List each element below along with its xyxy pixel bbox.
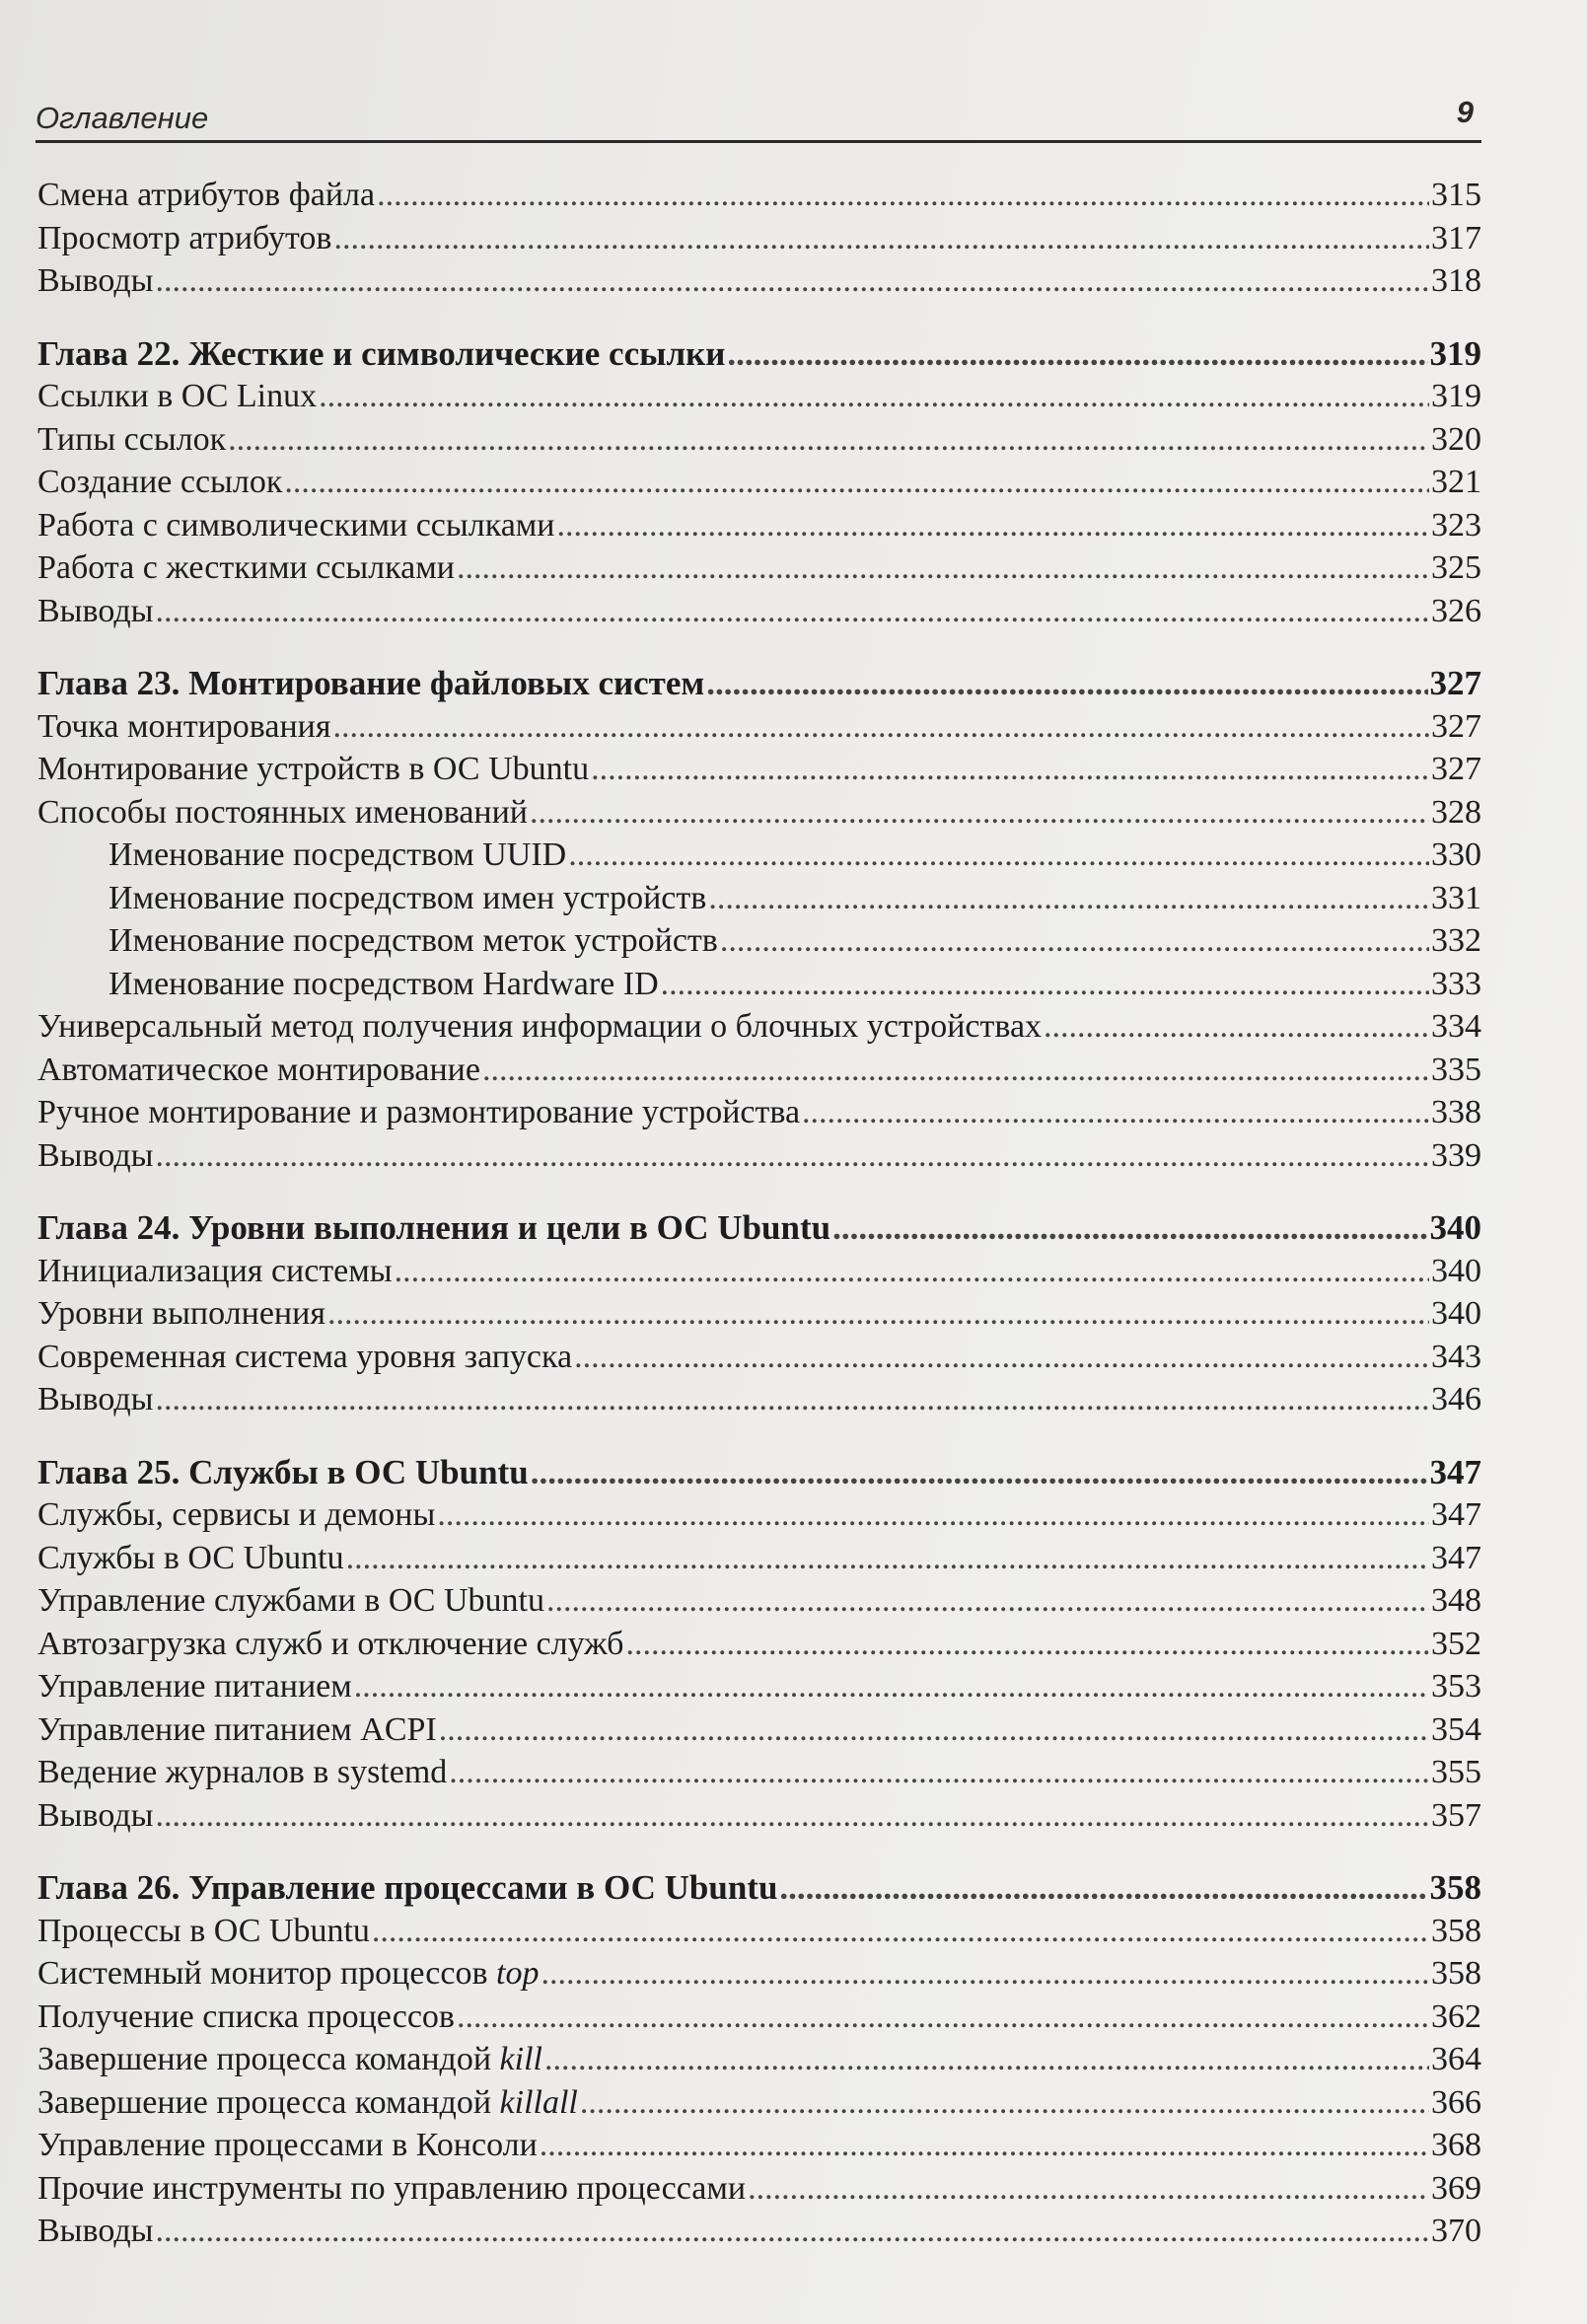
toc-entry-text: Службы, сервисы и демоны: [37, 1496, 436, 1533]
leader-dots: [372, 1910, 1429, 1953]
toc-entry: [37, 1378, 1481, 1421]
leader-dots: [546, 1579, 1429, 1623]
toc-entry-text: Работа с жесткими ссылками: [37, 549, 455, 586]
toc-entry: [37, 2124, 1481, 2167]
leader-dots: [708, 877, 1429, 920]
toc-entry-title: Смена атрибутов файла: [37, 177, 376, 213]
toc-entry: [37, 1250, 1481, 1293]
toc-subentry: [37, 834, 1481, 877]
toc-entry-text: Управление процессами в Консоли: [37, 2127, 538, 2163]
toc-entry: [37, 705, 1481, 749]
leader-dots: [574, 1336, 1429, 1379]
leader-dots: [530, 791, 1429, 835]
chapter-page: 340: [1429, 1208, 1481, 1247]
leader-dots: [580, 2081, 1429, 2125]
toc-entry-title: [37, 1091, 800, 1134]
toc-entry-page: 343: [1431, 1338, 1481, 1375]
toc-entry-text: Управление питанием ACPI: [37, 1710, 437, 1748]
toc-entry-title: Выводы: [37, 262, 154, 299]
toc-entry: [37, 1579, 1481, 1623]
toc-entry-page: 318: [1431, 262, 1481, 299]
page-number: 9: [1456, 95, 1474, 129]
toc-entry-title: Просмотр атрибутов: [37, 219, 332, 256]
toc-entry-page: 369: [1431, 2169, 1481, 2207]
toc-entry: [37, 1665, 1481, 1708]
toc-entry-page: 362: [1431, 1997, 1481, 2035]
toc-entry-title: [37, 1623, 624, 1666]
toc-entry: [37, 1751, 1481, 1794]
leader-dots: [156, 259, 1429, 303]
toc-entry-title: [37, 1665, 352, 1708]
toc-entry: [37, 1708, 1481, 1752]
leader-dots: [540, 2124, 1429, 2167]
toc-entry: [37, 1134, 1481, 1178]
chapter-page: 358: [1429, 1868, 1481, 1907]
leader-dots: [377, 174, 1429, 217]
toc-entry-page: 317: [1431, 219, 1481, 256]
leader-dots: [626, 1623, 1430, 1666]
leader-dots: [779, 1866, 1427, 1910]
toc-entry-page: 368: [1431, 2127, 1481, 2163]
command-name: killall: [499, 2083, 578, 2121]
toc-entry-title: [37, 1292, 325, 1336]
toc-entry-page: 327: [1431, 707, 1481, 745]
leader-dots: [568, 834, 1429, 877]
toc-entry-title: [37, 2038, 542, 2081]
leader-dots: [333, 217, 1429, 260]
chapter-heading: [37, 1451, 1481, 1494]
toc-entry-text: Универсальный метод получения информации о блочных устройствах: [37, 1008, 1043, 1045]
chapter-title: Глава 26. Управление процессами в ОС Ubuntu: [37, 1868, 778, 1907]
leader-dots: [333, 705, 1429, 749]
leader-dots: [156, 2210, 1429, 2253]
toc-entry-title: [37, 1336, 572, 1379]
toc-entry-text: Автоматическое монтирование: [37, 1051, 480, 1088]
toc-entry-text: Точка монтирования: [37, 707, 331, 745]
toc-entry: [37, 1005, 1481, 1049]
toc-entry-title: [37, 504, 555, 547]
toc-entry-page: 347: [1431, 1539, 1481, 1576]
leader-dots: [437, 1493, 1429, 1537]
toc-entry-page: 355: [1431, 1754, 1481, 1790]
toc-entry-page: 315: [1431, 177, 1481, 213]
running-head: Оглавление: [36, 101, 209, 135]
toc-entry: [37, 2038, 1481, 2081]
leader-dots: [327, 1292, 1429, 1336]
chapter-section: [37, 662, 1481, 1177]
leader-dots: [228, 418, 1429, 462]
toc-entry-title: [37, 375, 317, 418]
toc-entry-title: [37, 1049, 480, 1092]
toc-entry-page: 330: [1431, 836, 1481, 873]
toc-entry: [37, 546, 1481, 590]
toc-entry-text: Завершение процесса командой: [37, 2041, 500, 2077]
toc-entry-page: 332: [1431, 922, 1481, 959]
toc-entry: [37, 461, 1481, 504]
toc-entry-page: 321: [1431, 464, 1481, 500]
toc-entry: [37, 1537, 1481, 1580]
toc-entry-title: [37, 1996, 455, 2039]
toc-entry-title: [37, 834, 566, 877]
toc-entry-page: 327: [1431, 751, 1481, 787]
toc-entry-text: Работа с символическими ссылками: [37, 506, 555, 544]
chapter-title: Глава 25. Службы в ОС Ubuntu: [37, 1452, 529, 1491]
leader-dots: [706, 662, 1427, 705]
toc-entry-page: 358: [1431, 1955, 1481, 1992]
toc-entry-text: Выводы: [37, 592, 154, 629]
toc-entry: [37, 1336, 1481, 1379]
toc-entry-text: Управление питанием: [37, 1668, 352, 1705]
toc-entry-title: [37, 590, 154, 633]
toc-entry-page: 339: [1431, 1136, 1481, 1174]
toc-entry-page: 333: [1431, 965, 1481, 1002]
leader-dots: [557, 504, 1430, 547]
toc-entry-text: Системный монитор процессов: [37, 1955, 497, 1992]
toc-entry-page: 352: [1431, 1625, 1481, 1662]
toc-entry-text: Ссылки в ОС Linux: [37, 378, 318, 414]
toc-entry-text: Монтирование устройств в ОС Ubuntu: [37, 751, 590, 787]
toc-entry-page: 326: [1431, 592, 1481, 629]
toc-entry-page: 358: [1431, 1912, 1481, 1949]
toc-entry-page: 328: [1431, 793, 1481, 831]
toc-entry-text: Ведение журналов в systemd: [37, 1754, 448, 1790]
command-name: kill: [499, 2041, 542, 2077]
toc-entry-title: [37, 1250, 393, 1293]
toc-entry-text: Выводы: [37, 1136, 154, 1174]
toc-entry-text: Ручное монтирование и размонтирование устройства: [37, 1094, 801, 1130]
toc-entry-page: 323: [1431, 506, 1481, 544]
toc-entry-page: 354: [1431, 1710, 1481, 1748]
toc-entry-text: Выводы: [37, 1796, 154, 1834]
toc-entry-page: 353: [1431, 1668, 1481, 1705]
toc-entry: [37, 1049, 1481, 1092]
toc-subentry: [37, 877, 1481, 920]
leader-dots: [395, 1250, 1429, 1293]
toc-entry-text: Типы ссылок: [37, 420, 227, 458]
chapter-heading: [37, 1206, 1481, 1250]
leader-dots: [1044, 1005, 1429, 1049]
toc-entry: [37, 2167, 1481, 2211]
toc-entry-text: Выводы: [37, 1381, 154, 1417]
toc-entry-title: [37, 1708, 437, 1752]
leader-dots: [354, 1665, 1429, 1708]
toc-entry-page: 340: [1431, 1252, 1481, 1289]
leader-dots: [727, 332, 1427, 376]
leader-dots: [457, 1996, 1429, 2039]
toc-entry: [37, 1292, 1481, 1336]
toc-entry-title: [37, 963, 659, 1006]
page-header: [36, 91, 1481, 143]
leader-dots: [319, 375, 1429, 418]
leader-dots: [156, 1134, 1429, 1178]
chapter-page: 347: [1429, 1452, 1481, 1491]
toc-entry: [37, 1493, 1481, 1537]
chapter-title: Глава 23. Монтирование файловых систем: [37, 664, 705, 702]
toc-entry-page: 325: [1431, 549, 1481, 586]
command-name: top: [496, 1955, 540, 1992]
toc-entry-title: [37, 2081, 578, 2125]
leader-dots: [482, 1049, 1429, 1092]
toc-entry-text: Получение списка процессов: [37, 1997, 455, 2035]
table-of-contents: [37, 174, 1481, 2283]
toc-entry-page: 334: [1431, 1008, 1481, 1045]
leader-dots: [346, 1537, 1429, 1580]
toc-entry-page: 331: [1431, 879, 1481, 916]
leader-dots: [156, 590, 1429, 633]
toc-entry-title: [37, 1134, 154, 1178]
toc-entry-title: [37, 791, 528, 835]
toc-entry-text: Прочие инструменты по управлению процессами: [37, 2169, 747, 2207]
toc-entry-page: 347: [1431, 1496, 1481, 1533]
toc-entry-title: [37, 2210, 154, 2253]
toc-entry-page: 348: [1431, 1582, 1481, 1619]
chapter-title: Глава 24. Уровни выполнения и цели в ОС Ubuntu: [37, 1208, 831, 1247]
toc-entry-text: Способы постоянных именований: [37, 793, 529, 831]
leader-dots: [531, 1451, 1428, 1494]
toc-entry-title: [37, 1952, 540, 1996]
toc-entry-text: Именование посредством меток устройств: [108, 922, 718, 959]
leader-dots: [802, 1091, 1429, 1134]
leader-dots: [284, 461, 1429, 504]
leader-dots: [439, 1708, 1429, 1752]
toc-entry-page: 319: [1431, 378, 1481, 414]
toc-entry-page: 320: [1431, 420, 1481, 458]
leader-dots: [591, 748, 1429, 791]
toc-entry-title: [37, 1005, 1042, 1049]
toc-entry: [37, 2210, 1481, 2253]
toc-entry-title: [37, 705, 331, 749]
toc-entry: [37, 1996, 1481, 2039]
toc-entry-title: [37, 1579, 544, 1623]
toc-entry: [37, 1623, 1481, 1666]
chapter-section: [37, 1206, 1481, 1421]
toc-entry-page: 340: [1431, 1295, 1481, 1332]
chapter-section: [37, 1866, 1481, 2253]
toc-entry-text: Выводы: [37, 2213, 154, 2249]
chapter-page: 327: [1429, 664, 1481, 702]
leader-dots: [457, 546, 1429, 590]
toc-entry-page: 335: [1431, 1051, 1481, 1088]
continuation-section: [37, 174, 1481, 303]
toc-entry-title: [37, 546, 455, 590]
toc-entry-text: Создание ссылок: [37, 464, 283, 500]
chapter-section: [37, 1451, 1481, 1838]
toc-entry-text: Завершение процесса командой: [37, 2083, 500, 2121]
chapter-heading: [37, 662, 1481, 705]
toc-entry-page: 346: [1431, 1381, 1481, 1417]
toc-entry: [37, 1910, 1481, 1953]
leader-dots: [449, 1751, 1429, 1794]
toc-entry-title: [37, 919, 718, 963]
toc-entry: [37, 1952, 1481, 1996]
toc-entry-text: Современная система уровня запуска: [37, 1338, 573, 1375]
leader-dots: [541, 1952, 1430, 1996]
leader-dots: [832, 1206, 1427, 1250]
toc-entry-title: [37, 1910, 370, 1953]
toc-entry-title: [37, 2167, 746, 2211]
toc-entry-text: Процессы в ОС Ubuntu: [37, 1912, 370, 1949]
toc-entry-title: [37, 748, 589, 791]
leader-dots: [544, 2038, 1429, 2081]
toc-entry-title: [37, 1378, 154, 1421]
chapter-title: Глава 22. Жесткие и символические ссылки: [37, 333, 726, 373]
toc-entry-title: [37, 877, 706, 920]
toc-entry-page: 364: [1431, 2041, 1481, 2077]
leader-dots: [156, 1794, 1429, 1838]
toc-entry: [37, 259, 1481, 303]
toc-entry: [37, 791, 1481, 835]
toc-entry-text: Именование посредством имен устройств: [108, 879, 707, 916]
toc-entry-title: [37, 1493, 435, 1537]
toc-entry-page: 357: [1431, 1796, 1481, 1834]
toc-entry: [37, 1091, 1481, 1134]
chapter-heading: [37, 332, 1481, 376]
toc-entry-text: Службы в ОС Ubuntu: [37, 1539, 344, 1576]
toc-subentry: [37, 963, 1481, 1006]
toc-entry: [37, 375, 1481, 418]
toc-entry-title: [37, 2124, 538, 2167]
toc-subentry: [37, 919, 1481, 963]
toc-entry: [37, 590, 1481, 633]
chapter-heading: [37, 1866, 1481, 1910]
toc-entry-page: 366: [1431, 2083, 1481, 2121]
chapter-section: [37, 332, 1481, 633]
toc-entry: [37, 174, 1481, 217]
leader-dots: [720, 919, 1429, 963]
toc-entry-text: Именование посредством UUID: [108, 836, 567, 873]
toc-entry: [37, 2081, 1481, 2125]
toc-entry-title: [37, 418, 226, 462]
toc-entry-title: [37, 461, 282, 504]
toc-entry: [37, 217, 1481, 260]
toc-entry: [37, 504, 1481, 547]
toc-entry-title: [37, 1794, 154, 1838]
toc-entry: [37, 1794, 1481, 1838]
toc-entry: [37, 418, 1481, 462]
toc-entry-text: Уровни выполнения: [37, 1295, 325, 1332]
toc-entry-text: Инициализация системы: [37, 1252, 393, 1289]
leader-dots: [748, 2167, 1429, 2211]
leader-dots: [661, 963, 1429, 1006]
toc-entry-text: Автозагрузка служб и отключение служб: [37, 1625, 624, 1662]
chapter-page: 319: [1429, 333, 1481, 373]
toc-entry-page: 370: [1431, 2213, 1481, 2249]
toc-entry: [37, 748, 1481, 791]
toc-entry-title: [37, 1751, 447, 1794]
chapters-container: [37, 332, 1481, 2253]
toc-entry-text: Управление службами в ОС Ubuntu: [37, 1582, 544, 1619]
leader-dots: [156, 1378, 1429, 1421]
toc-entry-page: 338: [1431, 1094, 1481, 1130]
toc-entry-text: Именование посредством Hardware ID: [108, 965, 659, 1002]
toc-entry-title: [37, 1537, 344, 1580]
